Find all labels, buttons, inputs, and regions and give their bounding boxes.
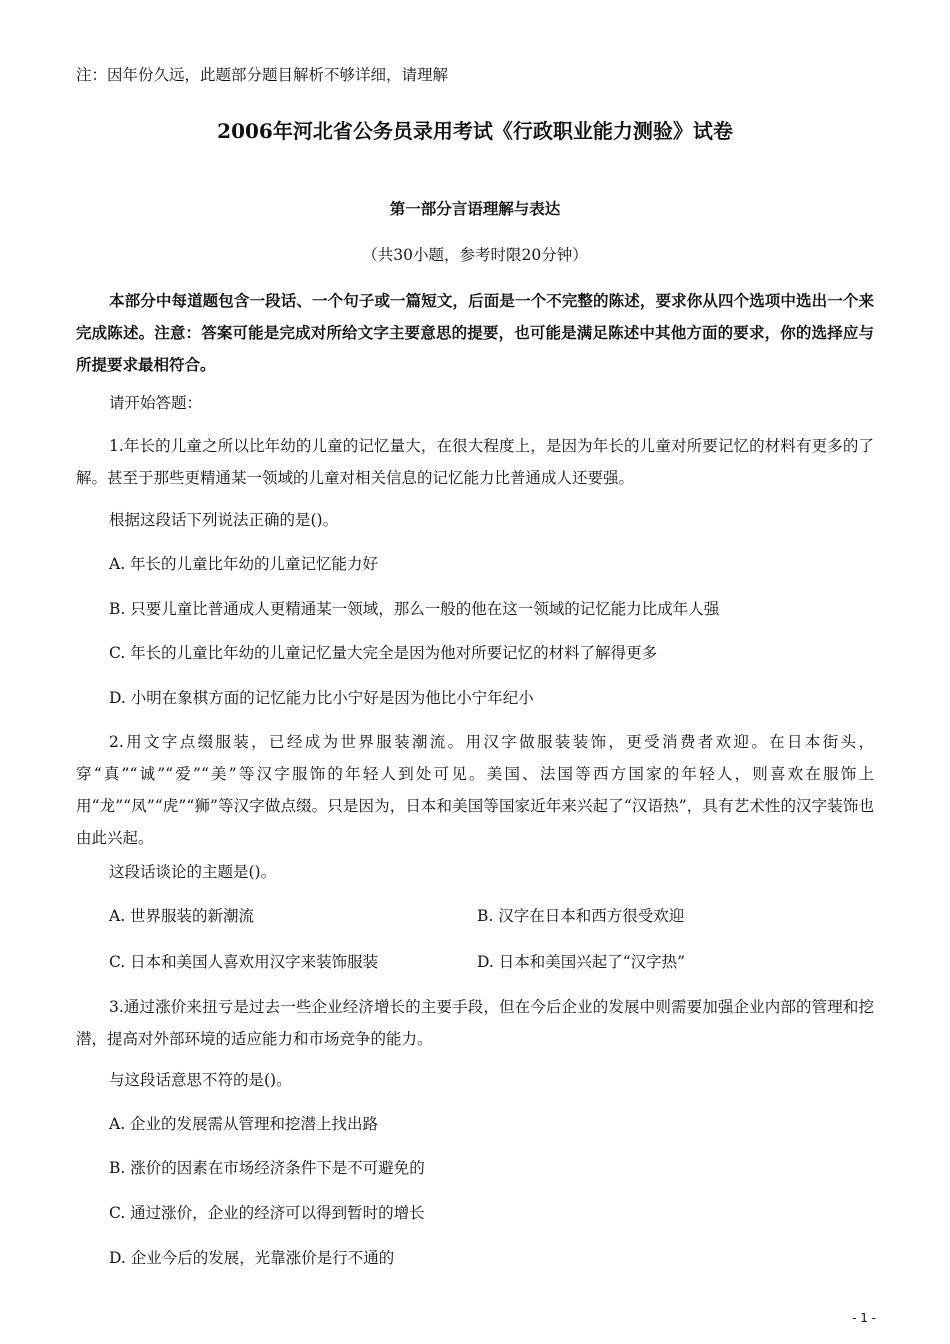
question-3-option-c: C. 通过涨价，企业的经济可以得到暂时的增长: [109, 1204, 425, 1222]
page-title: 2006年河北省公务员录用考试《行政职业能力测验》试卷: [217, 119, 733, 143]
question-2-passage: 2.用文字点缀服装，已经成为世界服装潮流。用汉字做服装装饰，更受消费者欢迎。在日本街头，穿“真”“诚”“爱”“美”等汉字服饰的年轻人到处可见。美国、法国等西方国家的年轻人，则喜欢在服饰上用“龙”“凤”“虎”“狮”等汉字做点缀。只是因为，日本和美国等国家近年来兴起了“汉语热”，具有艺术性的汉字装饰也由此兴起。: [76, 733, 874, 847]
start-prompt: 请开始答题：: [109, 394, 203, 412]
question-2-prompt: 这段话谈论的主题是()。: [109, 863, 277, 881]
question-2-option-c: C. 日本和美国人喜欢用汉字来装饰服装: [109, 953, 379, 971]
question-1-option-c: C. 年长的儿童比年幼的儿童记忆量大完全是因为他对所要记忆的材料了解得更多: [109, 644, 658, 662]
question-2-option-a: A. 世界服装的新潮流: [109, 907, 255, 925]
question-2-option-d: D. 日本和美国兴起了“汉字热”: [477, 953, 686, 971]
page-number: - 1 -: [852, 1311, 876, 1325]
question-1-prompt: 根据这段话下列说法正确的是()。: [109, 511, 339, 529]
section-heading: 第一部分言语理解与表达: [389, 199, 561, 218]
question-3-passage: 3.通过涨价来扭亏是过去一些企业经济增长的主要手段，但在今后企业的发展中则需要加强企业内部的管理和挖潜，提高对外部环境的适应能力和市场竞争的能力。: [76, 998, 874, 1048]
question-1-option-b: B. 只要儿童比普通成人更精通某一领域，那么一般的他在这一领域的记忆能力比成年人强: [109, 600, 720, 618]
question-3-option-b: B. 涨价的因素在市场经济条件下是不可避免的: [109, 1159, 425, 1177]
question-1-option-d: D. 小明在象棋方面的记忆能力比小宁好是因为他比小宁年纪小: [109, 689, 534, 707]
question-1-passage: 1.年长的儿童之所以比年幼的儿童的记忆量大，在很大程度上，是因为年长的儿童对所要记忆的材料有更多的了解。甚至于那些更精通某一领域的儿童对相关信息的记忆能力比普通成人还要强。: [76, 437, 874, 487]
question-2-option-b: B. 汉字在日本和西方很受欢迎: [477, 907, 685, 925]
question-3-option-a: A. 企业的发展需从管理和挖潜上找出路: [109, 1115, 379, 1133]
section-subheading: （共30小题，参考时限20分钟）: [362, 246, 588, 264]
question-3-option-d: D. 企业今后的发展，光靠涨价是行不通的: [109, 1249, 395, 1267]
question-1-option-a: A. 年长的儿童比年幼的儿童记忆能力好: [109, 555, 379, 573]
instructions: 本部分中每道题包含一段话、一个句子或一篇短文，后面是一个不完整的陈述，要求你从四个选项中选出一个来完成陈述。注意：答案可能是完成对所给文字主要意思的提要，也可能是满足陈述中其他方面的要求，你的选择应与所提要求最相符合。: [76, 291, 874, 374]
question-3-prompt: 与这段话意思不符的是()。: [109, 1071, 292, 1089]
note: 注：因年份久远，此题部分题目解析不够详细，请理解: [76, 66, 449, 84]
